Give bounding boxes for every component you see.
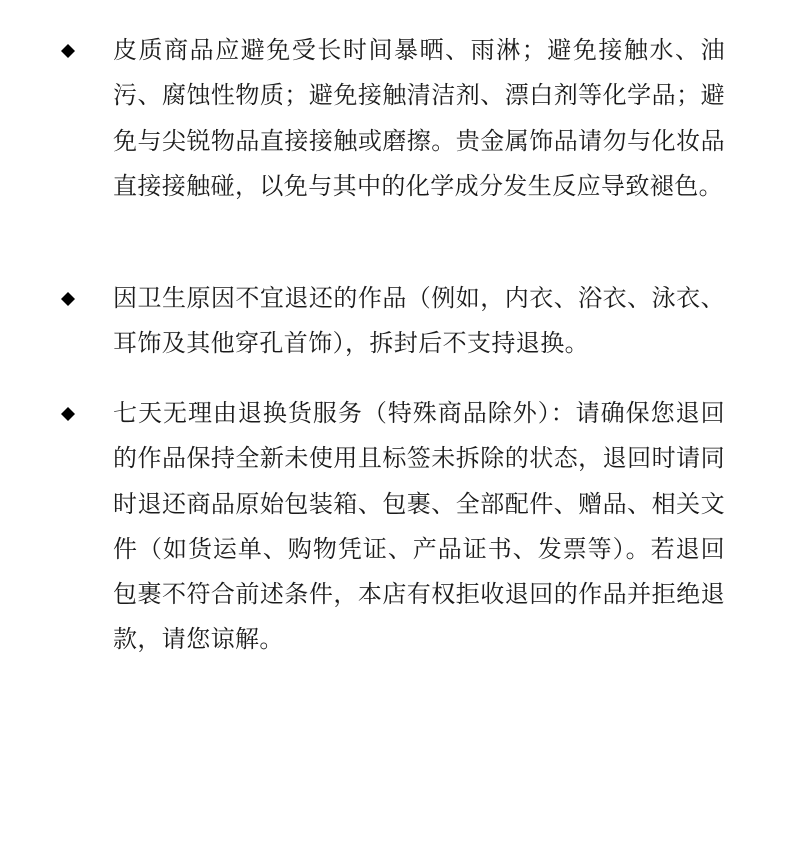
black-diamond-icon <box>61 292 75 306</box>
notice-text-return-policy: 七天无理由退换货服务（特殊商品除外）：请确保您退回的作品保持全新未使用且标签未拆除的状态，退回时请同时退还商品原始包装箱、包裹、全部配件、赠品、相关文件（如货运单、购物凭证、产品证书、发票等）。若退回包裹不符合前述条件，本店有权拒收退回的作品并拒绝退款，请您谅解。 <box>113 399 725 654</box>
black-diamond-icon <box>61 44 75 58</box>
notice-text-hygiene: 因卫生原因不宜退还的作品（例如，内衣、浴衣、泳衣、耳饰及其他穿孔首饰），拆封后不支持退换。 <box>113 284 725 358</box>
notice-text-care: 皮质商品应避免受长时间暴晒、雨淋；避免接触水、油污、腐蚀性物质；避免接触清洁剂、漂白剂等化学品；避免与尖锐物品直接接触或磨擦。贵金属饰品请勿与化妆品直接接触碰，以免与其中的化学成分发生反应导致褪色。 <box>113 36 725 200</box>
black-diamond-icon <box>61 407 75 421</box>
